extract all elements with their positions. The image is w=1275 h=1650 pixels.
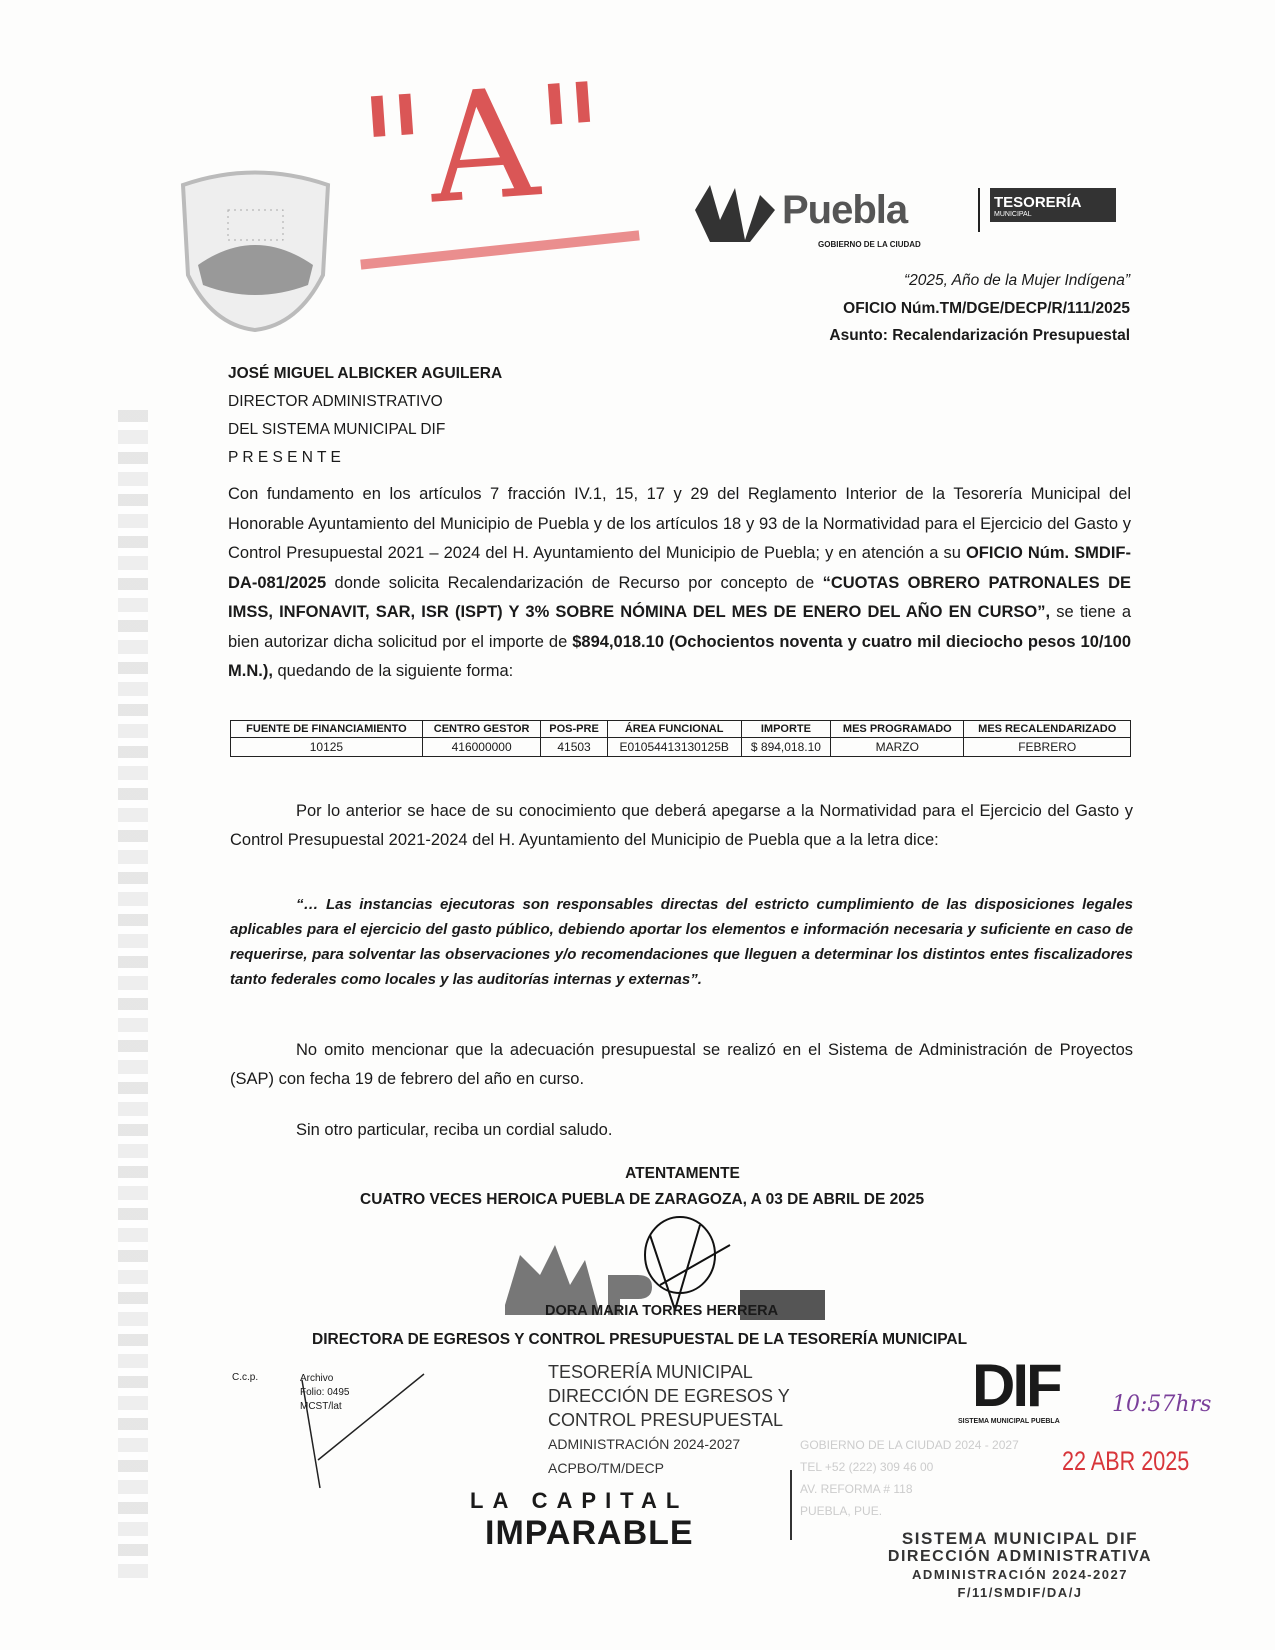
p1-text: quedando de la siguiente forma: [272, 662, 514, 680]
stamp-line: DIRECCIÓN DE EGRESOS Y [548, 1386, 790, 1406]
asunto: Asunto: Recalendarización Presupuestal [829, 327, 1130, 344]
dif-reception-stamp [870, 1530, 1170, 1602]
signer-name: DORA MARIA TORRES HERRERA [545, 1303, 779, 1319]
header-cell: MES RECALENDARIZADO [964, 721, 1131, 738]
concepto: “CUOTAS OBRERO PATRONALES DE IMSS, INFONAVIT, SAR, ISR (ISPT) Y 3% SOBRE NÓMINA DEL MES DE ENERO DEL AÑO EN CURSO”, [228, 573, 1131, 621]
initials-stroke [298, 1370, 428, 1490]
quote: “… Las instancias ejecutoras son responsables directas del estricto cumplimiento de las disposiciones legales aplicables para el ejercicio del gasto público, debiendo aportar los elementos e información necesaria y suficiente en caso de requerirse, para solventar las observaciones y/o recomendaciones que lleguen a determinar los distintos entes fiscalizadores tanto federales como locales y las auditorías internas y externas”. [230, 896, 1133, 988]
faded-line: AV. REFORMA # 118 [800, 1482, 913, 1496]
received-date-stamp: 22 ABR 2025 [1062, 1446, 1190, 1476]
paragraph-3: No omito mencionar que la adecuación presupuestal se realizó en el Sistema de Administración de Proyectos (SAP) con fecha 19 de febrero del año en curso. [230, 1041, 1133, 1088]
recipient-block [228, 360, 502, 472]
budget-table [230, 720, 1131, 757]
decorative-border [118, 410, 148, 1580]
cell: $ 894,018.10 [741, 738, 830, 757]
cell: FEBRERO [964, 738, 1131, 757]
stamp-line: CONTROL PRESUPUESTAL [548, 1410, 784, 1430]
header-cell: CENTRO GESTOR [422, 721, 541, 738]
faded-line: PUEBLA, PUE. [800, 1504, 883, 1518]
table-header-row [231, 721, 1131, 738]
p1-text: se tiene a bien autorizar dicha solicitud por el importe de [228, 603, 1131, 651]
p1-text: donde solicita Recalendarización de Recurso por concepto de [326, 573, 823, 592]
recipient-org: DEL SISTEMA MUNICIPAL DIF [228, 421, 446, 438]
faded-line: TEL +52 (222) 309 46 00 [800, 1460, 934, 1474]
city-seal-icon [168, 165, 343, 335]
header-cell: IMPORTE [741, 721, 830, 738]
dif-logo-sub: SISTEMA MUNICIPAL PUEBLA [958, 1418, 1060, 1425]
header-cell: ÁREA FUNCIONAL [607, 721, 741, 738]
puebla-logo-text: Puebla [782, 188, 908, 232]
oficio-number: OFICIO Núm.TM/DGE/DECP/R/111/2025 [843, 300, 1130, 317]
year-motto: “2025, Año de la Mujer Indígena” [903, 272, 1130, 289]
dif-logo: DIF [972, 1352, 1060, 1419]
badge-title: TESORERÍA [990, 188, 1116, 211]
cell: 10125 [231, 738, 423, 757]
ccp-label: C.c.p. [232, 1372, 259, 1383]
stamp-line: TESORERÍA MUNICIPAL [548, 1362, 753, 1382]
recipient-title: DIRECTOR ADMINISTRATIVO [228, 393, 443, 410]
tesoreria-stamp [548, 1360, 790, 1480]
ref-oficio: OFICIO Núm. SMDIF-DA-081/2025 [228, 544, 1131, 592]
slogan-line2: IMPARABLE [485, 1514, 694, 1552]
puebla-emblem-icon [690, 180, 780, 245]
dif-faded-stamp [800, 1434, 1019, 1522]
signer-title: DIRECTORA DE EGRESOS Y CONTROL PRESUPUESTAL DE LA TESORERÍA MUNICIPAL [312, 1331, 968, 1348]
cell: MARZO [831, 738, 964, 757]
recipient-name: JOSÉ MIGUEL ALBICKER AGUILERA [228, 365, 503, 382]
header-cell: POS-PRE [541, 721, 607, 738]
atentamente: ATENTAMENTE [625, 1165, 740, 1182]
importe-text: $894,018.10 (Ochocientos noventa y cuatro mil dieciocho pesos 10/100 M.N.), [228, 632, 1132, 680]
header-cell: MES PROGRAMADO [831, 721, 964, 738]
table-row [231, 738, 1131, 757]
place-date: CUATRO VECES HEROICA PUEBLA DE ZARAGOZA, A 03 DE ABRIL DE 2025 [360, 1191, 925, 1208]
slogan-line1: LA CAPITAL [470, 1488, 689, 1513]
logo-subtitle: GOBIERNO DE LA CIUDAD [818, 240, 921, 249]
faded-line: GOBIERNO DE LA CIUDAD 2024 - 2027 [800, 1438, 1019, 1452]
badge-sub: MUNICIPAL [990, 211, 1116, 222]
cell: 41503 [541, 738, 607, 757]
stamp-line: SISTEMA MUNICIPAL DIF [901, 1529, 1139, 1548]
stamp-line: F/11/SMDIF/DA/J [957, 1585, 1083, 1600]
header-cell: FUENTE DE FINANCIAMIENTO [231, 721, 423, 738]
presente: P R E S E N T E [228, 449, 341, 466]
stamp-line: DIRECCIÓN ADMINISTRATIVA [887, 1548, 1153, 1565]
handwritten-mark: "A" [354, 51, 613, 243]
handwritten-time: 10:57hrs [1112, 1392, 1212, 1417]
ccp-archivo: Archivo [300, 1373, 334, 1384]
paragraph-4: Sin otro particular, reciba un cordial saludo. [296, 1121, 613, 1139]
stamp-line: ADMINISTRACIÓN 2024-2027 [548, 1436, 741, 1452]
stamp-line: ADMINISTRACIÓN 2024-2027 [912, 1567, 1128, 1582]
cell: E010544131301​25B [607, 738, 741, 757]
paragraph-2: Por lo anterior se hace de su conocimiento que deberá apegarse a la Normatividad para el Ejercicio del Gasto y Control Presupuestal 2021-2024 del H. Ayuntamiento del Municipio de Puebla que a la letra dice: [230, 802, 1133, 849]
paragraph-main [228, 480, 1131, 687]
ccp-initials: MCST/lat [300, 1401, 342, 1412]
stamp-line: ACPBO/TM/DECP [548, 1460, 664, 1476]
cell: 416000000 [422, 738, 541, 757]
ccp-folio: Folio: 0495 [300, 1387, 350, 1398]
tesoreria-badge [978, 188, 1116, 232]
divider [790, 1470, 792, 1540]
p1-text: Con fundamento en los artículos 7 fracción IV.1, 15, 17 y 29 del Reglamento Interior de la Tesorería Municipal del Honorable Ayuntamiento del Municipio de Puebla y de los artículos 18 y 93 de la Normatividad para el Ejercicio del Gasto y Control Presupuestal 2021 – 2024 del H. Ayuntamiento del Municipio de Puebla; y en atención a su [228, 485, 1131, 562]
